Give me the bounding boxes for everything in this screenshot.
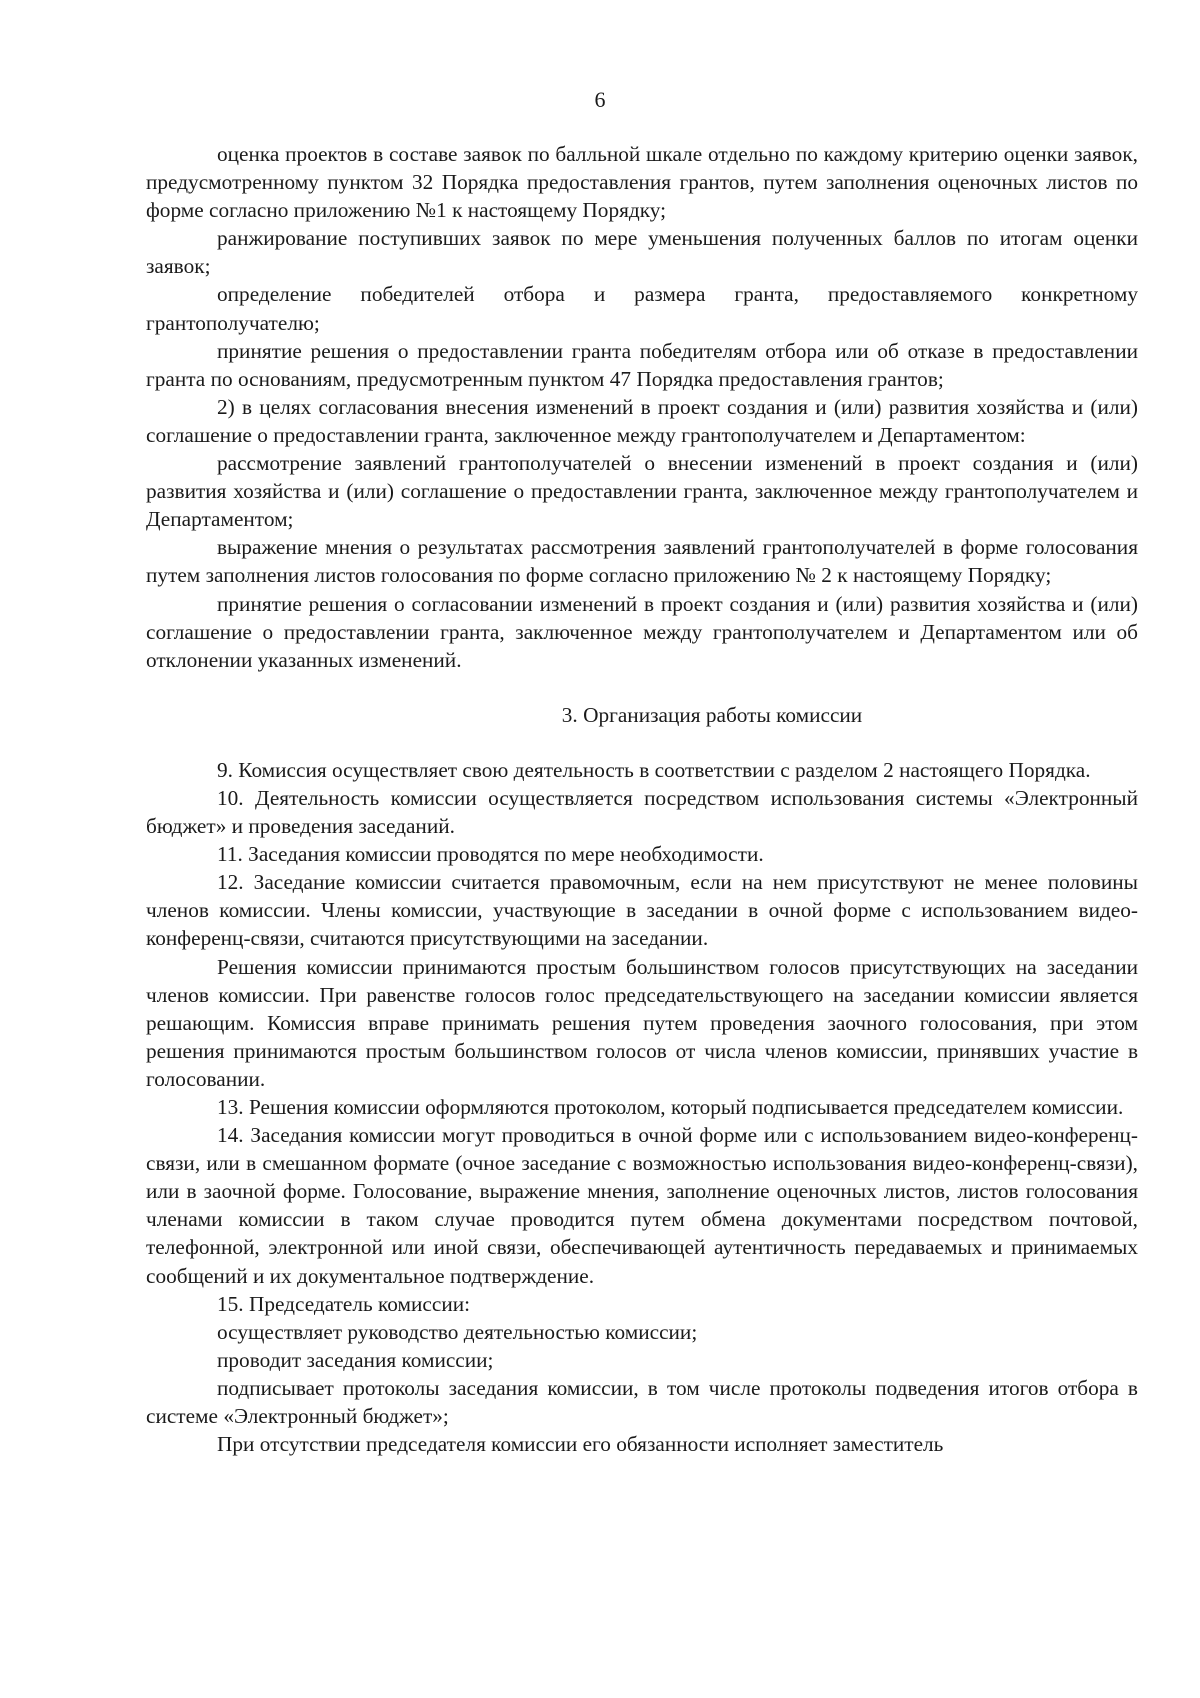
paragraph: подписывает протоколы заседания комиссии, в том числе протоколы подведения итогов отбора в системе «Электронный бюджет»; bbox=[146, 1375, 1138, 1429]
paragraph: определение победителей отбора и размера гранта, предоставляемого конкретному грантополучателю; bbox=[146, 282, 1138, 335]
paragraph: принятие решения о согласовании изменений в проект создания и (или) развития хозяйства и (или) соглашение о предоставлении гранта, заключенное между грантополучателем и Департаментом или об отклонении указанных изменений. bbox=[146, 591, 1138, 672]
paragraph: 14. Заседания комиссии могут проводиться в очной форме или с использованием видео-конференц-связи, или в смешанном формате (очное заседание с возможностью использования видео-конференц-связи), или в заочной форме. Голосование, выражение мнения, заполнение оценочных листов, листов голосования членами комиссии в таком случае проводится путем обмена документами посредством почтовой, телефонной, электронной или иной связи, обеспечивающей аутентичность передаваемых и принимаемых сообщений и их документальное подтверждение. bbox=[146, 1123, 1138, 1288]
paragraph: 10. Деятельность комиссии осуществляется посредством использования системы «Электронный бюджет» и проведения заседаний. bbox=[146, 785, 1138, 839]
paragraph: оценка проектов в составе заявок по балльной шкале отдельно по каждому критерию оценки заявок, предусмотренному пунктом 32 Порядка предоставления грантов, путем заполнения оценочных листов по форме согласно приложению №1 к настоящему Порядку; bbox=[146, 142, 1138, 223]
document-body bbox=[146, 140, 1138, 1458]
paragraph: 2) в целях согласования внесения изменений в проект создания и (или) развития хозяйства и (или) соглашение о предоставлении гранта, заключенное между грантополучателем и Департаментом: bbox=[146, 394, 1138, 447]
page-number: 6 bbox=[594, 87, 606, 112]
paragraph: При отсутствии председателя комиссии его обязанности исполняет заместитель bbox=[217, 1432, 944, 1457]
paragraph: 12. Заседание комиссии считается правомочным, если на нем присутствуют не менее половины членов комиссии. Члены комиссии, участвующие в заседании в очной форме с использованием видео-конференц-связи, считаются присутствующими на заседании. bbox=[146, 870, 1138, 951]
paragraph: ранжирование поступивших заявок по мере уменьшения полученных баллов по итогам оценки заявок; bbox=[146, 226, 1138, 279]
paragraph: осуществляет руководство деятельностью комиссии; bbox=[217, 1319, 698, 1344]
paragraph: 15. Председатель комиссии: bbox=[217, 1291, 471, 1316]
paragraph: Решения комиссии принимаются простым большинством голосов присутствующих на заседании членов комиссии. При равенстве голосов голос председательствующего на заседании комиссии является решающим. Комиссия вправе принимать решения путем проведения заочного голосования, при этом решения принимаются простым большинством голосов от числа членов комиссии, принявших участие в голосовании. bbox=[146, 954, 1138, 1091]
paragraph: принятие решения о предоставлении гранта победителям отбора или об отказе в предоставлении гранта по основаниям, предусмотренным пунктом 47 Порядка предоставления грантов; bbox=[146, 338, 1138, 391]
paragraph: 9. Комиссия осуществляет свою деятельность в соответствии с разделом 2 настоящего Порядка. bbox=[217, 757, 1091, 782]
paragraph: проводит заседания комиссии; bbox=[217, 1347, 494, 1372]
paragraph: выражение мнения о результатах рассмотрения заявлений грантополучателей в форме голосования путем заполнения листов голосования по форме согласно приложению № 2 к настоящему Порядку; bbox=[146, 535, 1138, 588]
paragraph: 11. Заседания комиссии проводятся по мере необходимости. bbox=[217, 842, 764, 867]
paragraph: рассмотрение заявлений грантополучателей о внесении изменений в проект создания и (или) развития хозяйства и (или) соглашение о предоставлении гранта, заключенное между грантополучателем и Департаментом; bbox=[146, 451, 1138, 532]
section-heading: 3. Организация работы комиссии bbox=[561, 702, 863, 727]
paragraph: 13. Решения комиссии оформляются протоколом, который подписывается председателем комиссии. bbox=[217, 1095, 1124, 1119]
